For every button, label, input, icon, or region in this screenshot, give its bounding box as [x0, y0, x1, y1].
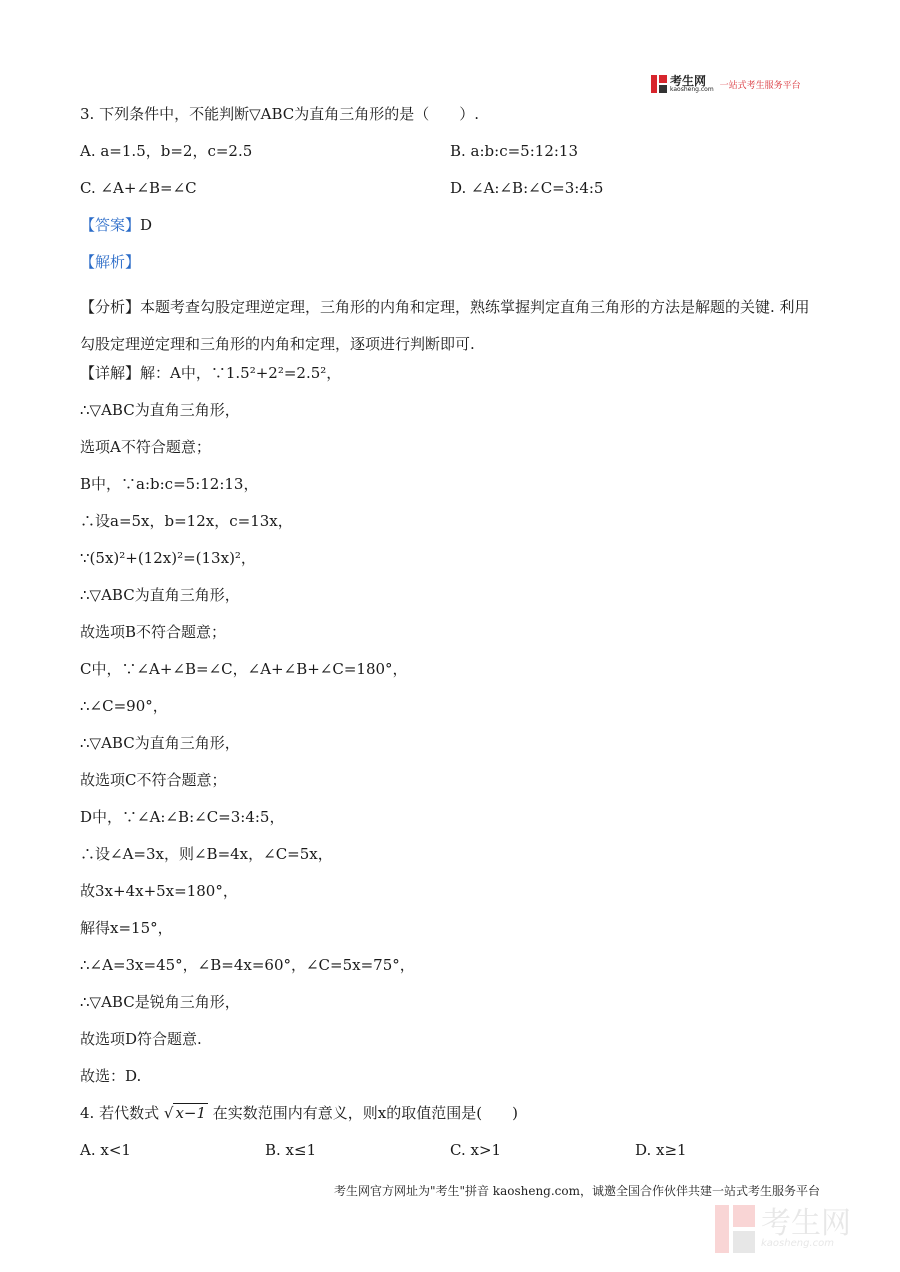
solution-line: C中，∵∠A+∠B=∠C，∠A+∠B+∠C=180°， [80, 660, 408, 678]
solution-line: D中，∵∠A:∠B:∠C=3:4:5， [80, 808, 285, 826]
q3-stem: 3. 下列条件中，不能判断▽ABC为直角三角形的是（ ）. [80, 105, 479, 123]
q3-option-c: C. ∠A+∠B=∠C [80, 179, 197, 197]
logo-name: 考生网 [670, 74, 707, 88]
watermark-logo-icon [715, 1205, 755, 1253]
solution-line: ∴▽ABC为直角三角形， [80, 734, 240, 752]
q3-options-row1 [80, 141, 820, 178]
solution-line: 故3x+4x+5x=180°， [80, 882, 238, 900]
watermark-text [761, 1206, 851, 1249]
q4-option-c: C. x>1 [450, 1141, 502, 1159]
solution-line: ∴▽ABC为直角三角形， [80, 401, 240, 419]
q3-option-d: D. ∠A:∠B:∠C=3:4:5 [450, 179, 604, 197]
answer-value: D [140, 216, 153, 234]
q4-stem-pre: 4. 若代数式 [80, 1104, 160, 1122]
q4-option-d: D. x≥1 [635, 1141, 687, 1159]
solution-line: 故选项B不符合题意； [80, 623, 227, 641]
answer-tag: 【答案】 [80, 216, 141, 234]
q4-option-b: B. x≤1 [265, 1141, 317, 1159]
solution-line: 故选：D. [80, 1067, 142, 1085]
watermark-domain: kaosheng.com [761, 1238, 834, 1249]
q4-options-row [80, 1140, 820, 1177]
q3-fenxi: 【分析】本题考查勾股定理逆定理，三角形的内角和定理，熟练掌握判定直角三角形的方法是解题的关键. 利用勾股定理逆定理和三角形的内角和定理，逐项进行判断即可. [80, 298, 810, 353]
q4-stem-post: 在实数范围内有意义，则x的取值范围是( ) [212, 1104, 518, 1122]
watermark [715, 1200, 880, 1258]
solution-line: ∴设a=5x，b=12x，c=13x， [80, 512, 293, 530]
solution-line: 故选项C不符合题意； [80, 771, 227, 789]
q3-option-a: A. a=1.5，b=2，c=2.5 [80, 142, 253, 160]
footer-text: 考生网官方网址为"考生"拼音 kaosheng.com，诚邀全国合作伙伴共建一站式考生服务平台 [333, 1184, 820, 1198]
q3-option-b: B. a:b:c=5:12:13 [450, 142, 579, 160]
document-body [80, 104, 820, 1177]
q4-stem [80, 1103, 820, 1140]
solution-line: ∴∠C=90°， [80, 697, 168, 715]
watermark-name: 考生网 [761, 1206, 851, 1241]
solution-line: ∴▽ABC是锐角三角形， [80, 993, 240, 1011]
solution-line: 解得x=15°， [80, 919, 173, 937]
q3-answer [80, 215, 820, 252]
analysis-tag: 【解析】 [80, 253, 141, 271]
q3-options-row2 [80, 178, 820, 215]
solution-line: ∴∠A=3x=45°，∠B=4x=60°，∠C=5x=75°， [80, 956, 415, 974]
logo-domain: kaosheng.com [670, 86, 714, 93]
solution-line: B中，∵a:b:c=5:12:13， [80, 475, 259, 493]
kaosheng-logo-icon [651, 75, 667, 93]
q4-radicand: x−1 [175, 1104, 207, 1122]
solution-line: ∴▽ABC为直角三角形， [80, 586, 240, 604]
solution-line: 选项A不符合题意； [80, 438, 211, 456]
solution-line: 故选项D符合题意. [80, 1030, 202, 1048]
sqrt-symbol-icon: √ [163, 1104, 174, 1122]
header-slogan: 一站式考生服务平台 [719, 80, 801, 91]
q3-solution-lines [80, 363, 820, 1103]
solution-line: 【详解】解：A中，∵1.5²+2²=2.5²， [80, 364, 342, 382]
solution-line: ∵(5x)²+(12x)²=(13x)²， [80, 549, 256, 567]
header-logo [651, 72, 801, 96]
solution-line: ∴设∠A=3x，则∠B=4x，∠C=5x， [80, 845, 333, 863]
logo-text [670, 75, 714, 93]
q4-option-a: A. x<1 [80, 1141, 131, 1159]
